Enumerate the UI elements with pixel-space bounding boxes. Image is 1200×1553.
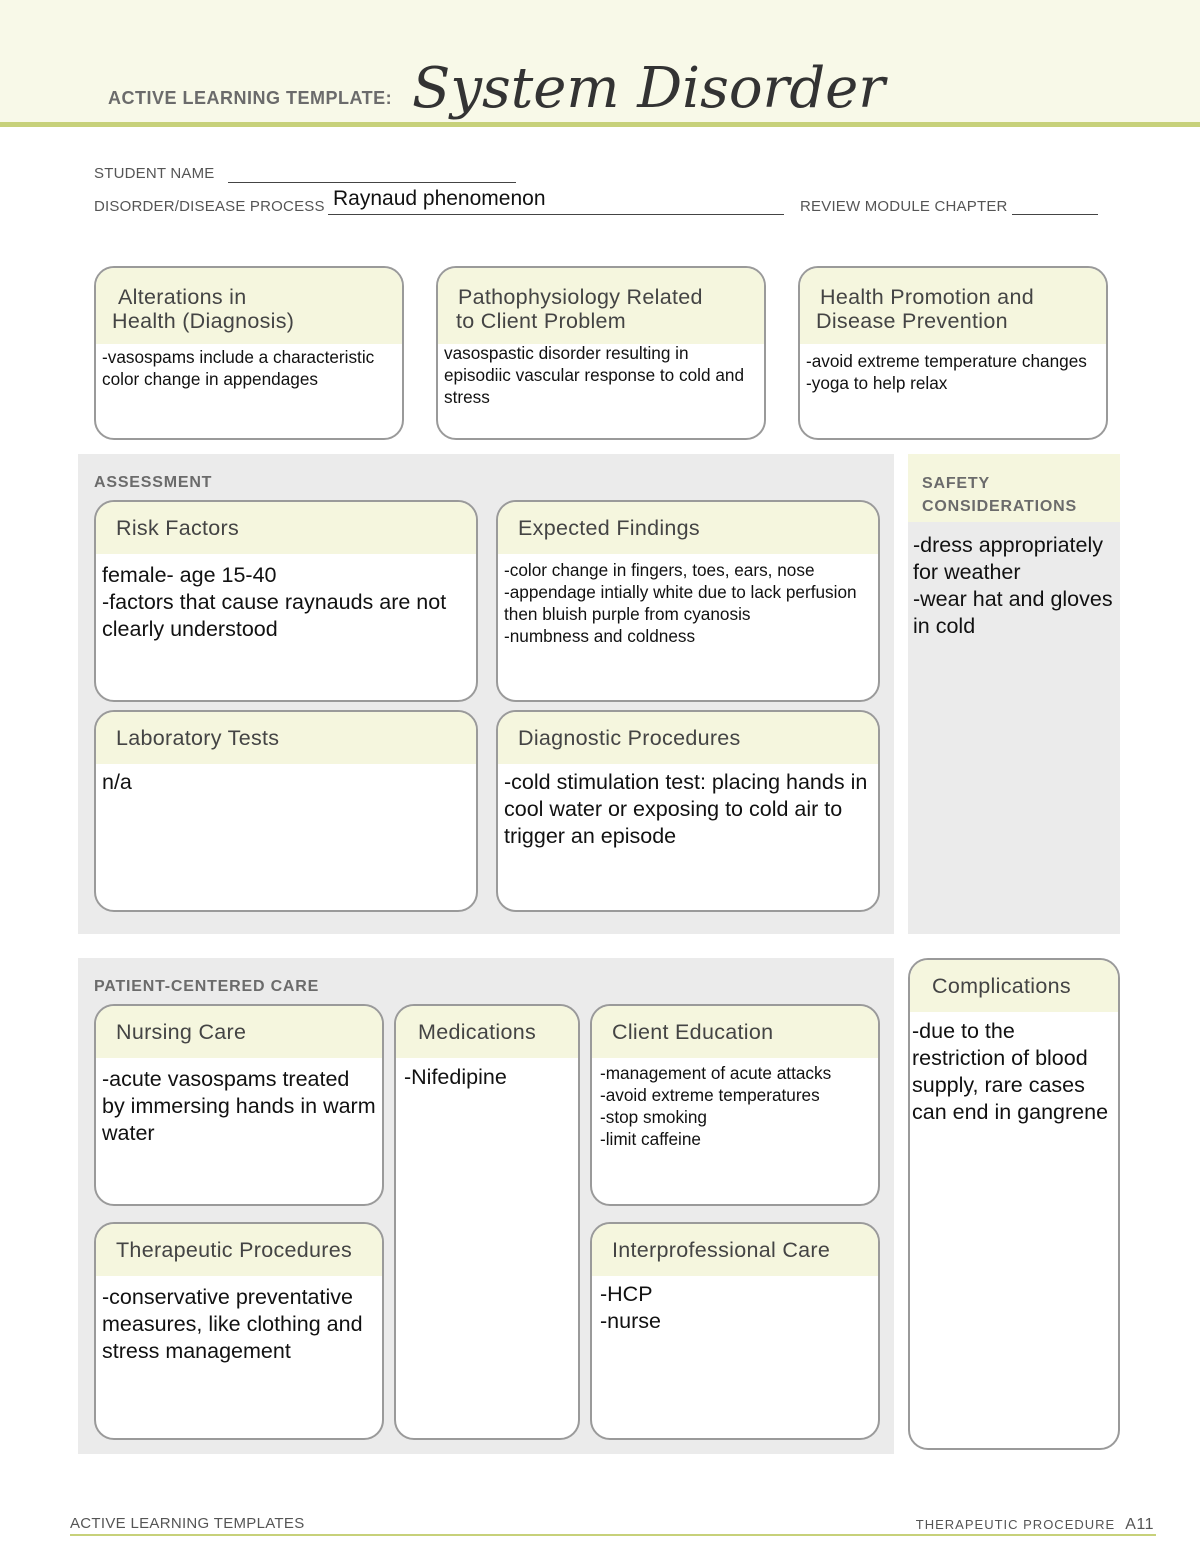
expected-findings-body[interactable] [498, 554, 878, 647]
pathophysiology-title-1: Pathophysiology Related [458, 285, 703, 309]
risk-factors-box [94, 500, 478, 702]
health-promotion-line: -avoid extreme temperature changes [806, 351, 1087, 371]
complications-body[interactable]: -due to the restriction of blood supply, rare cases can end in gangrene [912, 1019, 1109, 1124]
complications-header: Complications [910, 960, 1118, 1012]
alterations-title-1: Alterations in [118, 285, 247, 309]
pathophysiology-header [438, 268, 764, 344]
safety-title-2: CONSIDERATIONS [922, 498, 1077, 515]
interprofessional-care-line: -nurse [600, 1309, 661, 1333]
footer-section: THERAPEUTIC PROCEDURE [915, 1517, 1116, 1532]
diagnostic-procedures-body[interactable]: -cold stimulation test: placing hands in cool water or exposing to cold air to trigger an episode [504, 770, 868, 848]
pathophysiology-box [436, 266, 766, 440]
client-education-box [590, 1004, 880, 1206]
risk-factors-line: female- age 15-40 [102, 563, 277, 587]
health-promotion-title-2: Disease Prevention [816, 309, 1008, 333]
client-education-line: -avoid extreme temperatures [600, 1085, 820, 1105]
client-education-line: -stop smoking [600, 1107, 707, 1127]
nursing-care-header: Nursing Care [96, 1006, 382, 1058]
therapeutic-procedures-box [94, 1222, 384, 1440]
footer-right [916, 1516, 1154, 1534]
alterations-header [96, 268, 402, 344]
complications-box [908, 958, 1120, 1450]
health-promotion-body[interactable] [800, 344, 1106, 394]
assessment-title: ASSESSMENT [94, 474, 213, 491]
expected-findings-line: -numbness and coldness [504, 626, 696, 646]
nursing-care-box [94, 1004, 384, 1206]
therapeutic-procedures-header: Therapeutic Procedures [96, 1224, 382, 1276]
disorder-field[interactable]: Raynaud phenomenon [333, 187, 546, 210]
risk-factors-header: Risk Factors [96, 502, 476, 554]
nursing-care-body[interactable]: -acute vasospams treated by immersing hands in warm water [102, 1067, 376, 1145]
safety-header [908, 454, 1120, 522]
health-promotion-box [798, 266, 1108, 440]
pathophysiology-title-2: to Client Problem [456, 309, 627, 333]
client-education-line: -limit caffeine [600, 1129, 701, 1149]
laboratory-tests-box [94, 710, 478, 912]
client-education-body[interactable] [592, 1058, 878, 1150]
client-education-line: -management of acute attacks [600, 1063, 832, 1083]
risk-factors-line: -factors that cause raynauds are not clearly understood [102, 590, 447, 641]
pathophysiology-body[interactable]: vasospastic disorder resulting in episodiic vascular response to cold and stress [444, 343, 745, 407]
diagnostic-procedures-header: Diagnostic Procedures [498, 712, 878, 764]
safety-body[interactable] [913, 532, 1113, 640]
interprofessional-care-body[interactable] [592, 1276, 878, 1335]
interprofessional-care-header: Interprofessional Care [592, 1224, 878, 1276]
client-education-header: Client Education [592, 1006, 878, 1058]
page-number: A11 [1125, 1516, 1154, 1533]
laboratory-tests-body[interactable]: n/a [102, 770, 132, 794]
disorder-field-line [328, 214, 784, 215]
expected-findings-line: -color change in fingers, toes, ears, nose [504, 560, 815, 580]
expected-findings-box [496, 500, 880, 702]
health-promotion-line: -yoga to help relax [806, 373, 948, 393]
expected-findings-header: Expected Findings [498, 502, 878, 554]
page-title: System Disorder [412, 56, 886, 121]
disorder-label: DISORDER/DISEASE PROCESS [94, 198, 325, 215]
review-module-label: REVIEW MODULE CHAPTER [800, 198, 1008, 215]
medications-header: Medications [396, 1006, 578, 1058]
health-promotion-title-1: Health Promotion and [820, 285, 1034, 309]
template-label: ACTIVE LEARNING TEMPLATE: [108, 88, 393, 108]
expected-findings-line: -appendage intially white due to lack perfusion then bluish purple from cyanosis [504, 582, 857, 624]
safety-line: -dress appropriately for weather [913, 533, 1104, 584]
diagnostic-procedures-box [496, 710, 880, 912]
footer-left: ACTIVE LEARNING TEMPLATES [70, 1515, 305, 1532]
interprofessional-care-box [590, 1222, 880, 1440]
header-rule [0, 122, 1200, 127]
alterations-title-2: Health (Diagnosis) [112, 309, 295, 333]
health-promotion-header [800, 268, 1106, 344]
risk-factors-body[interactable] [96, 554, 476, 643]
safety-panel [908, 454, 1120, 934]
student-name-field[interactable] [228, 182, 516, 183]
therapeutic-procedures-body[interactable]: -conservative preventative measures, like clothing and stress management [102, 1285, 363, 1363]
interprofessional-care-line: -HCP [600, 1282, 653, 1306]
medications-body[interactable]: -Nifedipine [404, 1065, 507, 1089]
medications-box [394, 1004, 580, 1440]
safety-line: -wear hat and gloves in cold [913, 587, 1113, 638]
alterations-body[interactable]: -vasospams include a characteristic color change in appendages [102, 347, 375, 389]
safety-title-1: SAFETY [922, 475, 990, 492]
review-module-field[interactable] [1012, 214, 1098, 215]
laboratory-tests-header: Laboratory Tests [96, 712, 476, 764]
footer-rule [70, 1534, 1156, 1536]
patient-care-title: PATIENT-CENTERED CARE [94, 978, 320, 995]
alterations-box [94, 266, 404, 440]
student-name-label: STUDENT NAME [94, 165, 215, 182]
